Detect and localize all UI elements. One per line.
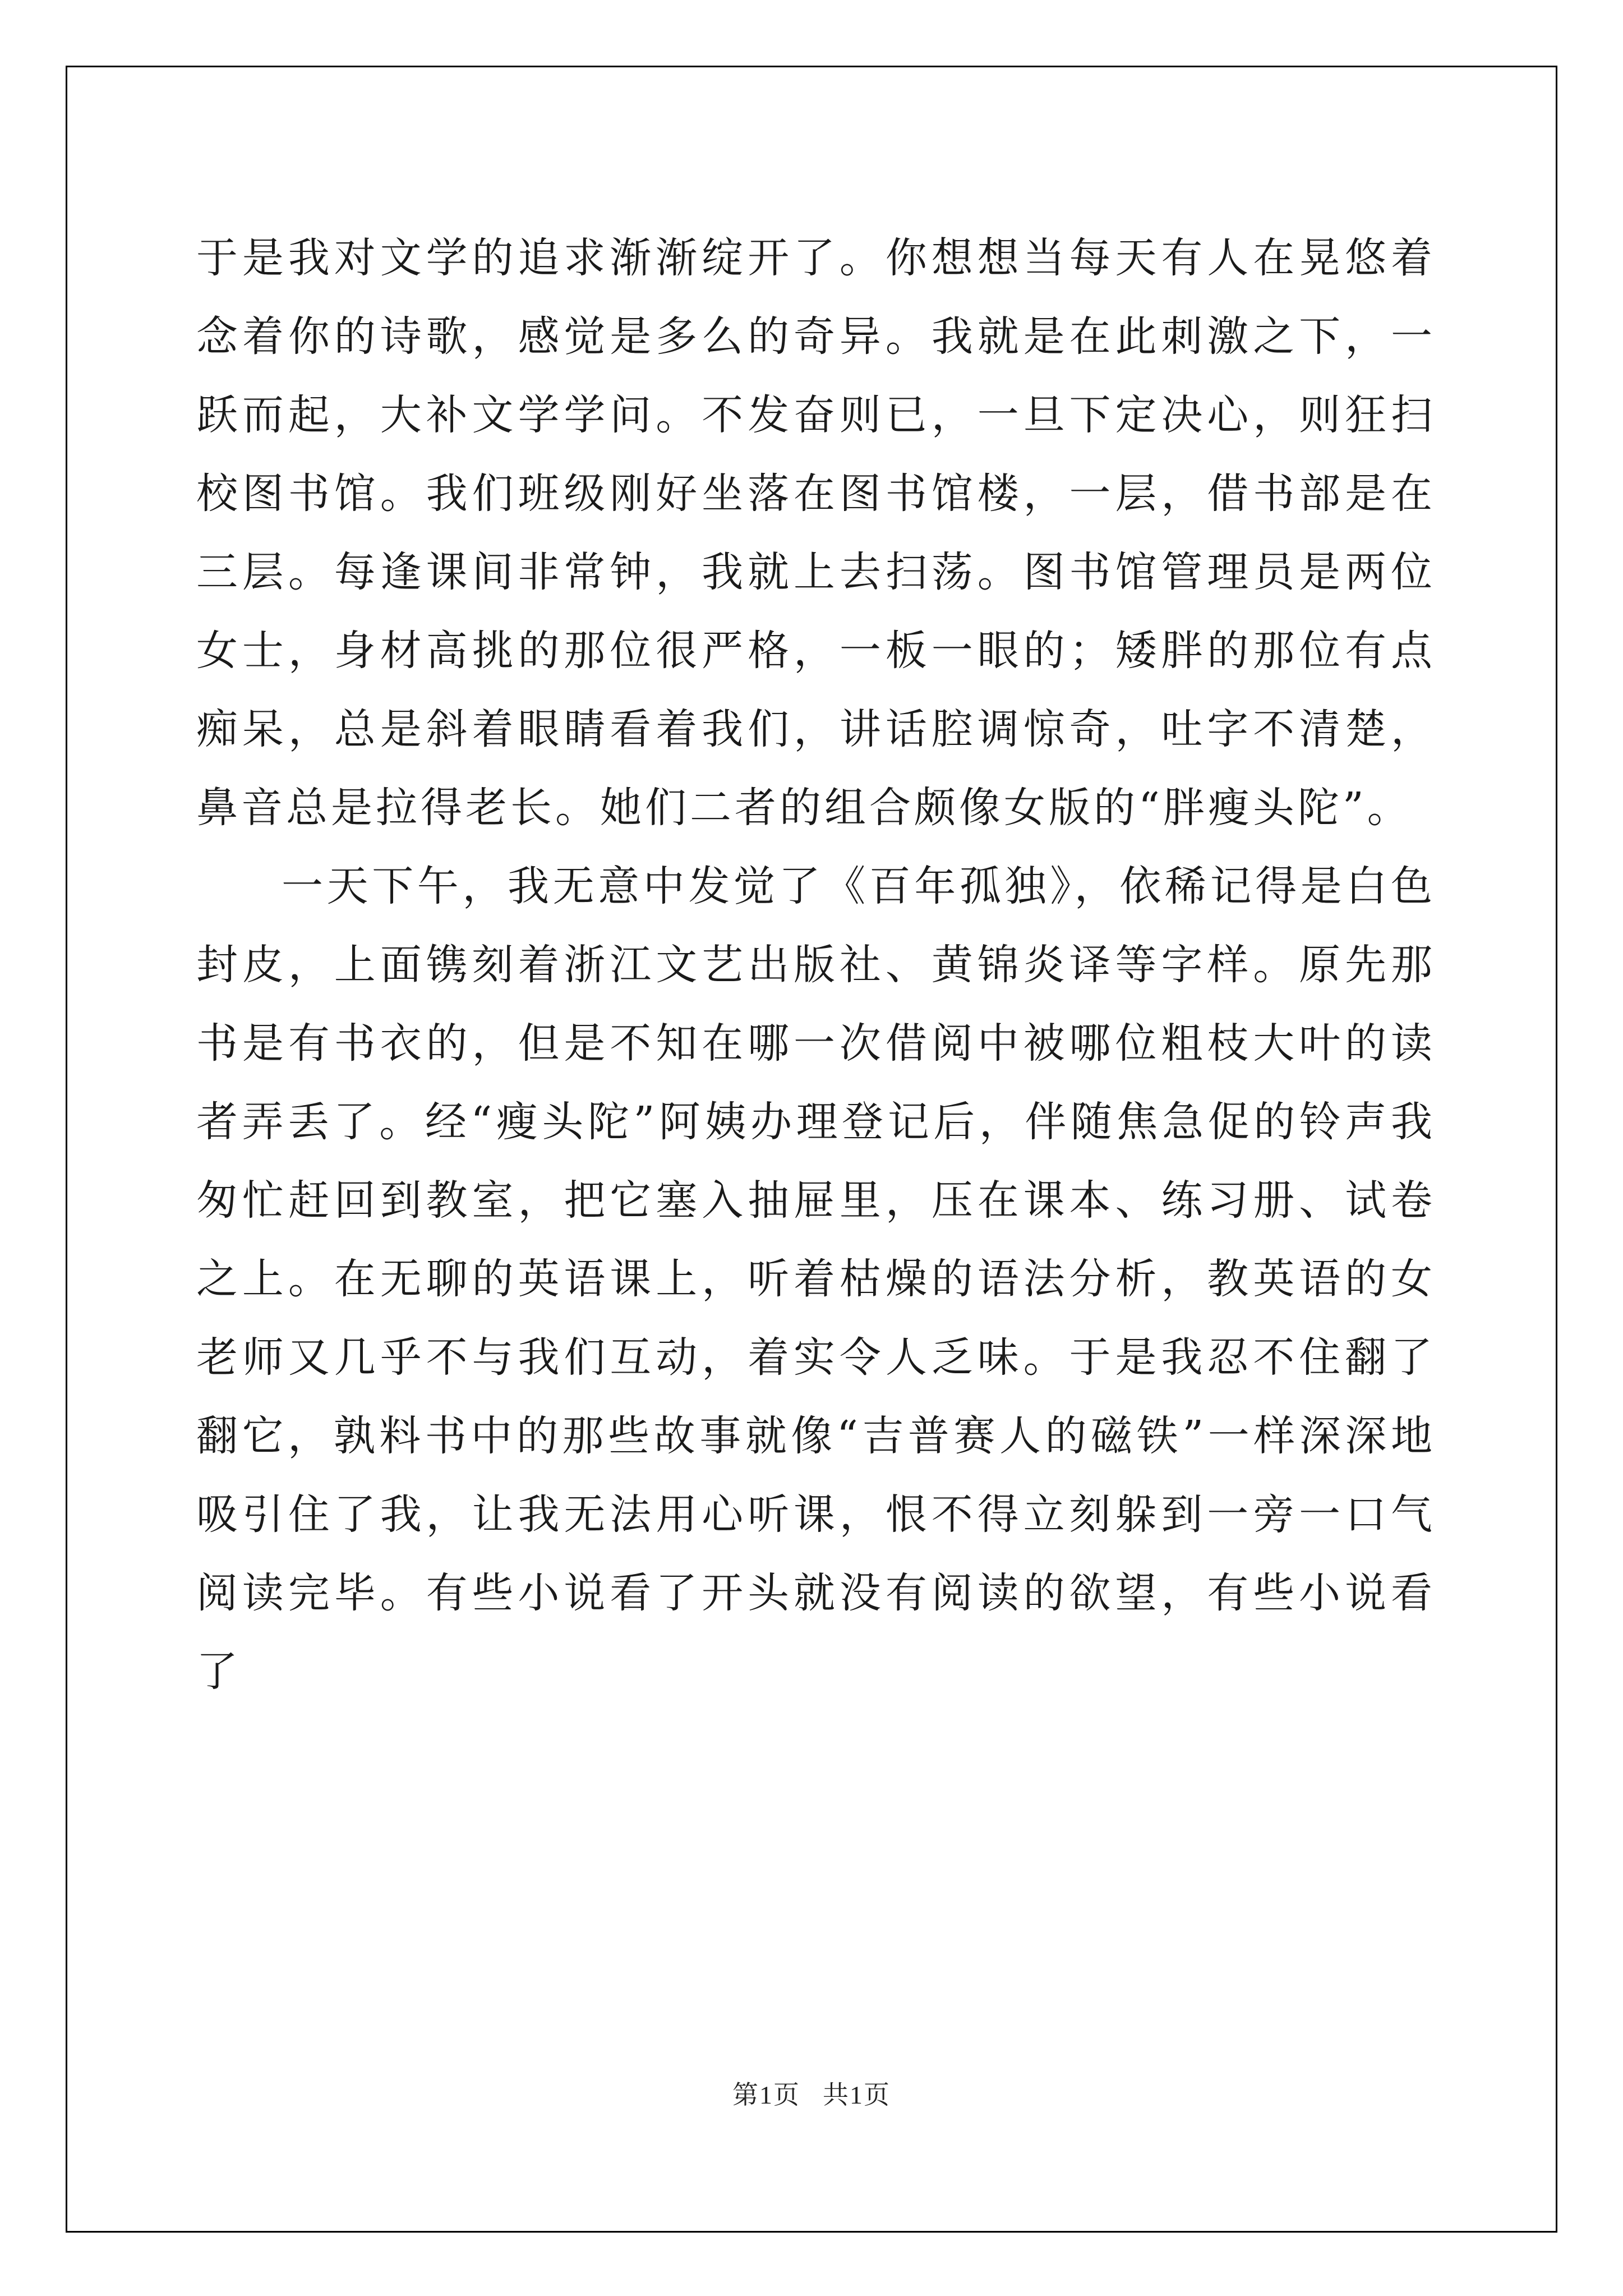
page-number-label: 第1页 xyxy=(732,2081,800,2109)
page-total-label: 共1页 xyxy=(823,2081,891,2109)
paragraph-1: 于是我对文学的追求渐渐绽开了。你想想当每天有人在晃悠着念着你的诗歌，感觉是多么的奇异。我就是在此刺激之下，一跃而起，大补文学学问。不发奋则已，一旦下定决心，则狂扫校图书馆。我们班级刚好坐落在图书馆楼，一层，借书部是在三层。每逢课间非常钟，我就上去扫荡。图书馆管理员是两位女士，身材高挑的那位很严格，一板一眼的；矮胖的那位有点痴呆，总是斜着眼睛看着我们，讲话腔调惊奇，吐字不清楚，鼻音总是拉得老长。她们二者的组合颇像女版的“胖瘦头陀”。 xyxy=(196,234,1436,832)
body-text xyxy=(196,219,1436,1711)
paragraph-2: 一天下午，我无意中发觉了《百年孤独》，依稀记得是白色封皮，上面镌刻着浙江文艺出版社、黄锦炎译等字样。原先那书是有书衣的，但是不知在哪一次借阅中被哪位粗枝大叶的读者弄丢了。经“瘦头陀”阿姨办理登记后，伴随焦急促的铃声我匆忙赶回到教室，把它塞入抽屉里，压在课本、练习册、试卷之上。在无聊的英语课上，听着枯燥的语法分析，教英语的女老师又几乎不与我们互动，着实令人乏味。于是我忍不住翻了翻它，孰料书中的那些故事就像“吉普赛人的磁铁”一样深深地吸引住了我，让我无法用心听课，恨不得立刻躲到一旁一口气阅读完毕。有些小说看了开头就没有阅读的欲望，有些小说看了 xyxy=(196,862,1436,1696)
page-footer xyxy=(0,2074,1623,2111)
